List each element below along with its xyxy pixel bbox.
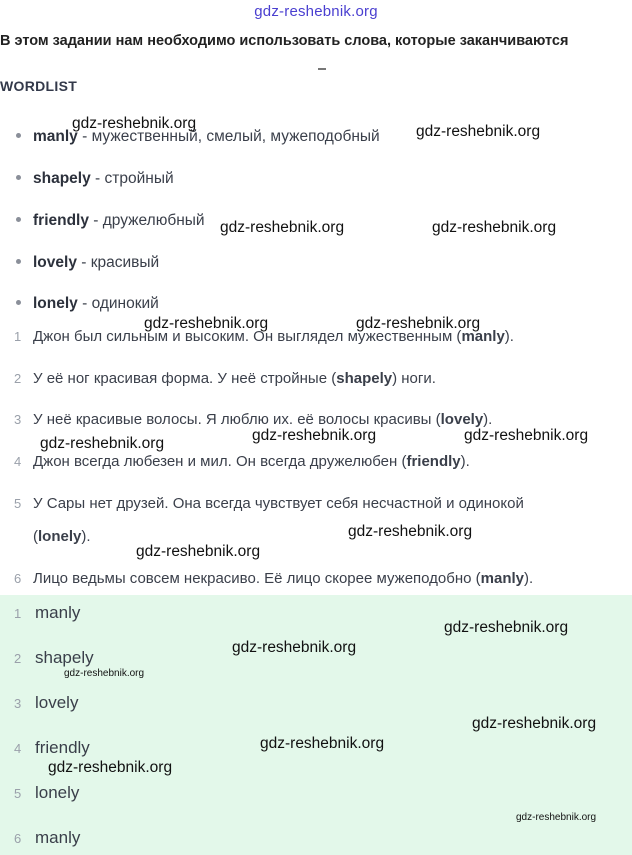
sentence-text: У её ног красивая форма. У неё стройные ( bbox=[33, 370, 337, 387]
sentence-number: 1 bbox=[14, 329, 22, 344]
sentence-open: ( bbox=[33, 528, 38, 545]
wordlist-item: lovely - красивый bbox=[16, 254, 159, 272]
sentence-row bbox=[14, 495, 524, 512]
answer-row bbox=[14, 648, 94, 668]
watermark: gdz-reshebnik.org bbox=[144, 315, 269, 332]
sentence-end: ). bbox=[483, 411, 493, 428]
sentence-end: ). bbox=[504, 328, 514, 345]
sentence-answer: manly bbox=[480, 570, 525, 587]
answer-number: 6 bbox=[14, 831, 22, 846]
translation: стройный bbox=[104, 170, 174, 187]
translation: мужественный, смелый, мужеподобный bbox=[91, 128, 380, 145]
sentence-text: У Сары нет друзей. Она всегда чувствует себя несчастной и одинокой bbox=[33, 495, 524, 512]
bullet-icon bbox=[16, 175, 21, 180]
sentence-end: ) ноги. bbox=[392, 370, 436, 387]
watermark: gdz-reshebnik.org bbox=[48, 759, 173, 776]
sentence-number: 6 bbox=[14, 571, 22, 586]
answer-number: 5 bbox=[14, 786, 22, 801]
sentence-row bbox=[14, 570, 533, 587]
word: shapely bbox=[33, 170, 91, 187]
sentence-end: ). bbox=[81, 528, 91, 545]
sentence-row bbox=[14, 411, 492, 428]
sentence-end: ). bbox=[460, 453, 470, 470]
bullet-icon bbox=[16, 300, 21, 305]
answer-row bbox=[14, 828, 80, 848]
site-watermark-top: gdz-reshebnik.org bbox=[254, 3, 378, 20]
word: lonely bbox=[33, 295, 78, 312]
watermark: gdz-reshebnik.org bbox=[416, 123, 541, 140]
answer-text: lonely bbox=[35, 783, 80, 802]
answer-number: 1 bbox=[14, 606, 22, 621]
watermark: gdz-reshebnik.org bbox=[356, 315, 481, 332]
watermark: gdz-reshebnik.org bbox=[260, 735, 385, 752]
wordlist-item: shapely - стройный bbox=[16, 170, 174, 188]
watermark: gdz-reshebnik.org bbox=[464, 427, 589, 444]
bullet-icon bbox=[16, 217, 21, 222]
sentence-answer: friendly bbox=[406, 453, 461, 470]
answer-text: shapely bbox=[35, 648, 94, 667]
watermark: gdz-reshebnik.org bbox=[64, 668, 145, 679]
sentence-end: ). bbox=[524, 570, 534, 587]
answer-text: manly bbox=[35, 603, 81, 622]
sentence-text: Джон был сильным и высоким. Он выглядел мужественным ( bbox=[33, 328, 462, 345]
bullet-icon bbox=[16, 133, 21, 138]
intro-text: В этом задании нам необходимо использовать слова, которые заканчиваются bbox=[0, 33, 569, 49]
watermark: gdz-reshebnik.org bbox=[444, 619, 569, 636]
wordlist-item: lonely - одинокий bbox=[16, 295, 159, 313]
watermark: gdz-reshebnik.org bbox=[232, 639, 357, 656]
answer-text: lovely bbox=[35, 693, 79, 712]
watermark: gdz-reshebnik.org bbox=[472, 715, 597, 732]
answer-row bbox=[14, 693, 78, 713]
sentence-row-continuation bbox=[33, 528, 91, 545]
answer-text: manly bbox=[35, 828, 81, 847]
dash-mark bbox=[318, 68, 326, 70]
watermark: gdz-reshebnik.org bbox=[40, 435, 165, 452]
sentence-answer: lovely bbox=[440, 411, 484, 428]
wordlist-heading: WORDLIST bbox=[0, 78, 78, 94]
sentence-answer: manly bbox=[461, 328, 505, 345]
watermark: gdz-reshebnik.org bbox=[516, 812, 597, 823]
watermark: gdz-reshebnik.org bbox=[432, 219, 557, 236]
sentence-answer: shapely bbox=[336, 370, 393, 387]
sentence-text: У неё красивые волосы. Я люблю их. её волосы красивы ( bbox=[33, 411, 441, 428]
watermark: gdz-reshebnik.org bbox=[220, 219, 345, 236]
sentence-row bbox=[14, 453, 470, 470]
sentence-number: 3 bbox=[14, 412, 22, 427]
sentence-number: 2 bbox=[14, 371, 22, 386]
word: friendly bbox=[33, 212, 89, 229]
answer-text: friendly bbox=[35, 738, 90, 757]
watermark: gdz-reshebnik.org bbox=[136, 543, 261, 560]
word: manly bbox=[33, 128, 78, 145]
sentence-number: 5 bbox=[14, 496, 22, 511]
translation: дружелюбный bbox=[102, 212, 205, 229]
answer-row bbox=[14, 738, 90, 758]
translation: одинокий bbox=[91, 295, 159, 312]
sentence-row bbox=[14, 370, 436, 387]
answer-number: 4 bbox=[14, 741, 22, 756]
word: lovely bbox=[33, 254, 77, 271]
answer-number: 2 bbox=[14, 651, 22, 666]
sentence-answer: lonely bbox=[38, 528, 82, 545]
answer-row bbox=[14, 783, 79, 803]
watermark: gdz-reshebnik.org bbox=[252, 427, 377, 444]
wordlist-item: manly - мужественный, смелый, мужеподобный bbox=[16, 128, 380, 146]
answer-row bbox=[14, 603, 80, 623]
sentence-number: 4 bbox=[14, 454, 22, 469]
wordlist-item: friendly - дружелюбный bbox=[16, 212, 205, 230]
watermark: gdz-reshebnik.org bbox=[72, 115, 197, 132]
sentence-text: Лицо ведьмы совсем некрасиво. Её лицо скорее мужеподобно ( bbox=[33, 570, 481, 587]
answer-number: 3 bbox=[14, 696, 22, 711]
watermark: gdz-reshebnik.org bbox=[348, 523, 473, 540]
bullet-icon bbox=[16, 259, 21, 264]
translation: красивый bbox=[90, 254, 160, 271]
sentence-text: Джон всегда любезен и мил. Он всегда дружелюбен ( bbox=[33, 453, 407, 470]
